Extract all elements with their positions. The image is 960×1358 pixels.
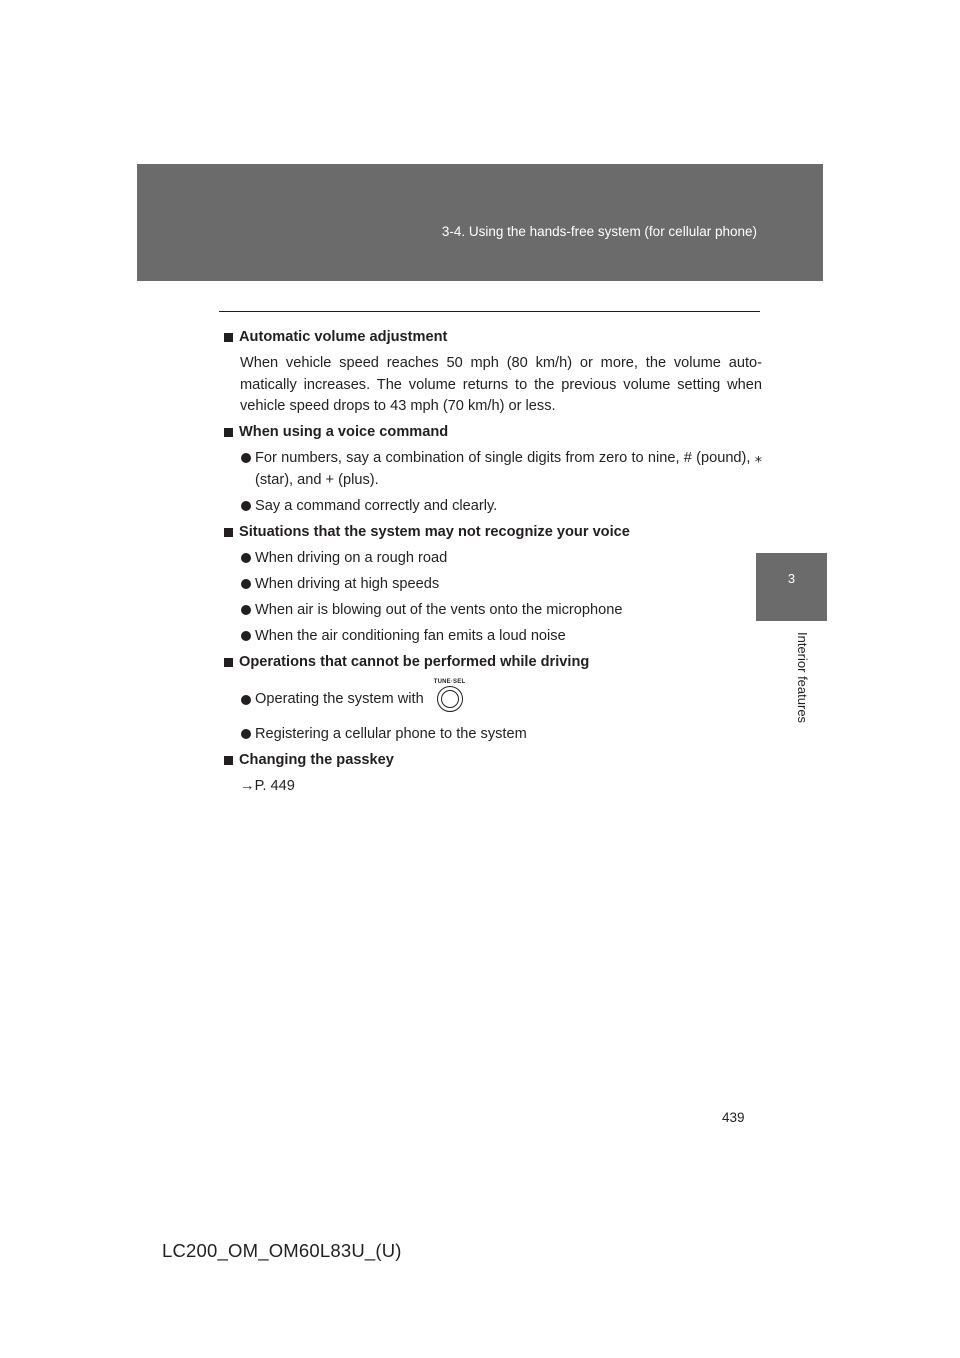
list-item: Say a command correctly and clearly.: [240, 496, 762, 518]
round-bullet-icon: [241, 553, 251, 563]
list-item: Registering a cellular phone to the system: [240, 724, 762, 746]
section-title: 3-4. Using the hands-free system (for cellular phone): [441, 224, 757, 239]
square-bullet-icon: [224, 428, 233, 437]
tune-sel-knob-icon: [434, 679, 466, 712]
round-bullet-icon: [241, 729, 251, 739]
passkey-reference[interactable]: [240, 776, 762, 798]
arrow-icon: →: [240, 778, 255, 794]
round-bullet-icon: [241, 453, 251, 463]
square-bullet-icon: [224, 658, 233, 667]
chapter-tab: [756, 553, 827, 621]
round-bullet-icon: [241, 605, 251, 615]
page-number: 439: [722, 1110, 745, 1125]
heading-passkey: Changing the passkey: [222, 750, 762, 772]
list-item: For numbers, say a combination of single digits from zero to nine, # (pound), ⁎ (star), and + (plus).: [240, 448, 762, 491]
header-band: [137, 164, 823, 281]
top-rule: [219, 311, 760, 312]
heading-auto-volume: Automatic volume adjustment: [222, 327, 762, 349]
chapter-label: Interior features: [795, 632, 810, 724]
auto-volume-text: When vehicle speed reaches 50 mph (80 km/h) or more, the volume auto-matically increases. The volume returns to the previous volume setting when vehicle speed drops to 43 mph (70 km/h) or less.: [240, 355, 762, 414]
knob-label: TUNE·SEL: [433, 679, 466, 685]
page-reference-link[interactable]: P. 449: [254, 778, 295, 794]
list-item: Operating the system with TUNE·SEL: [240, 683, 762, 716]
round-bullet-icon: [241, 695, 251, 705]
square-bullet-icon: [224, 333, 233, 342]
round-bullet-icon: [241, 501, 251, 511]
round-bullet-icon: [241, 579, 251, 589]
heading-voice-command: When using a voice command: [222, 422, 762, 444]
round-bullet-icon: [241, 631, 251, 641]
document-code: LC200_OM_OM60L83U_(U): [162, 1240, 402, 1261]
square-bullet-icon: [224, 528, 233, 537]
chapter-number: 3: [787, 571, 796, 586]
square-bullet-icon: [224, 756, 233, 765]
heading-not-while-driving: Operations that cannot be performed while driving: [222, 652, 762, 674]
content-body: [222, 327, 762, 802]
list-item: When the air conditioning fan emits a loud noise: [240, 626, 762, 648]
heading-not-recognize: Situations that the system may not recognize your voice: [222, 522, 762, 544]
list-item: When driving on a rough road: [240, 548, 762, 570]
knob-dial-icon: [437, 686, 463, 712]
list-item: When driving at high speeds: [240, 574, 762, 596]
list-item: When air is blowing out of the vents onto the microphone: [240, 600, 762, 622]
